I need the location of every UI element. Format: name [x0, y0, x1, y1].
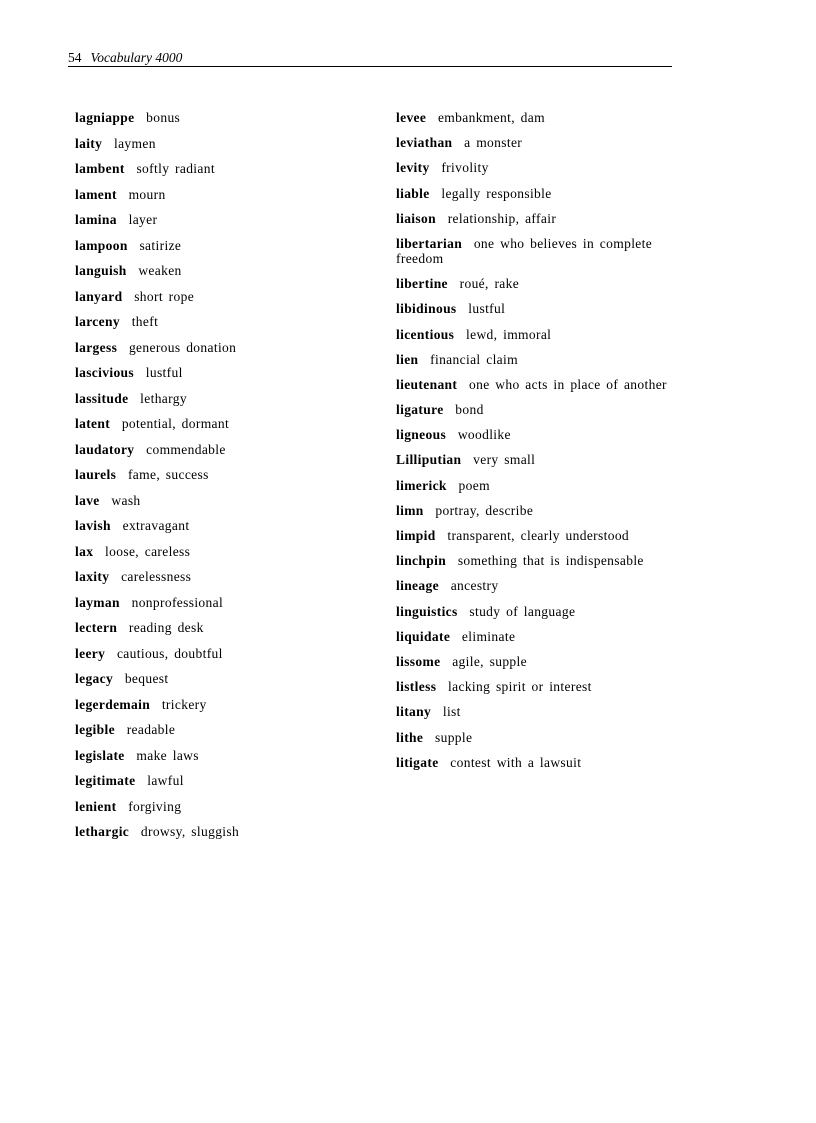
glossary-entry: [75, 620, 375, 646]
book-title: Vocabulary 4000: [90, 50, 183, 65]
entry-word: lissome: [396, 653, 441, 669]
entry-word: litigate: [396, 754, 439, 770]
glossary-entry: [75, 773, 375, 799]
entry-definition: lewd, immoral: [466, 326, 552, 342]
entry-definition: make laws: [136, 747, 199, 763]
glossary-entry: [396, 679, 681, 694]
entry-definition: extravagant: [122, 518, 190, 533]
glossary-entry: [75, 340, 375, 366]
glossary-entry: [75, 493, 375, 519]
glossary-entry: [396, 211, 681, 226]
glossary-entry: [75, 824, 375, 850]
entry-word: leviathan: [396, 135, 453, 151]
entry-word: lambent: [75, 161, 125, 176]
entry-word: lectern: [75, 620, 118, 635]
entry-word: ligneous: [396, 427, 447, 443]
entry-word: lavish: [75, 518, 111, 533]
entry-word: lethargic: [75, 824, 130, 839]
entry-definition: lethargy: [140, 390, 187, 406]
entry-definition: cautious, doubtful: [116, 645, 223, 661]
entry-word: larceny: [75, 314, 120, 329]
glossary-entry: [396, 578, 681, 593]
entry-definition: lacking spirit or interest: [448, 679, 592, 695]
entry-definition: potential, dormant: [121, 416, 230, 431]
entry-word: lamina: [75, 212, 117, 227]
glossary-entry: [396, 402, 681, 417]
glossary-entry: [396, 377, 681, 392]
entry-word: legitimate: [75, 773, 136, 788]
glossary-entry: [75, 442, 375, 468]
glossary-entry: [75, 187, 375, 213]
entry-word: legacy: [75, 671, 114, 686]
entry-word: legislate: [75, 747, 125, 763]
glossary-entry: [75, 391, 375, 417]
entry-definition: contest with a lawsuit: [450, 754, 582, 770]
left-column: [75, 110, 375, 850]
glossary-entry: [396, 478, 681, 493]
entry-definition: embankment, dam: [437, 110, 545, 125]
glossary-entry: [396, 352, 681, 367]
glossary-entry: [396, 186, 681, 201]
entry-definition: lustful: [468, 301, 506, 317]
entry-word: legerdemain: [75, 696, 151, 712]
glossary-entry: [396, 704, 681, 719]
entry-word: liquidate: [396, 628, 451, 644]
entry-word: laudatory: [75, 441, 135, 457]
glossary-entry: [75, 212, 375, 238]
entry-definition: relationship, affair: [447, 210, 557, 226]
entry-word: lanyard: [75, 288, 123, 304]
entry-word: listless: [396, 679, 437, 695]
glossary-entry: [396, 629, 681, 644]
glossary-entry: [396, 301, 681, 316]
entry-word: lascivious: [75, 365, 135, 380]
entry-definition: laymen: [113, 135, 156, 151]
entry-word: lenient: [75, 798, 117, 814]
entry-definition: nonprofessional: [131, 594, 224, 610]
glossary-entry: [396, 427, 681, 442]
entry-word: libertarian: [396, 235, 463, 251]
entry-word: litany: [396, 704, 432, 720]
entry-word: lampoon: [75, 237, 128, 253]
entry-word: lieutenant: [396, 376, 458, 392]
glossary-entry: [396, 755, 681, 770]
entry-definition: loose, careless: [105, 543, 191, 559]
entry-word: laurels: [75, 467, 117, 482]
entry-word: Lilliputian: [396, 452, 462, 468]
glossary-entry: [396, 327, 681, 342]
entry-definition: lustful: [145, 365, 183, 380]
entry-definition: readable: [126, 722, 176, 737]
entry-word: linguistics: [396, 603, 458, 619]
glossary-entry: [396, 236, 681, 266]
entry-word: licentious: [396, 326, 455, 342]
entry-definition: bonus: [146, 110, 181, 125]
entry-definition: short rope: [134, 288, 195, 304]
glossary-entry: [75, 467, 375, 493]
entry-definition: weaken: [138, 263, 182, 278]
entry-definition: satirize: [139, 237, 182, 253]
entry-definition: something that is indispensable: [457, 553, 644, 569]
entry-word: leery: [75, 645, 106, 661]
entry-definition: portray, describe: [435, 502, 534, 518]
glossary-entry: [75, 518, 375, 544]
glossary-entry: [75, 722, 375, 748]
entry-definition: list: [442, 704, 461, 720]
glossary-entry: [75, 544, 375, 570]
entry-definition: ancestry: [450, 578, 499, 594]
entry-word: ligature: [396, 402, 444, 418]
entry-word: lagniappe: [75, 110, 135, 125]
right-column: [396, 110, 681, 780]
glossary-entry: [75, 748, 375, 774]
glossary-entry: [75, 595, 375, 621]
entry-word: lithe: [396, 729, 424, 745]
entry-definition: lawful: [147, 773, 184, 788]
entry-word: libertine: [396, 276, 448, 292]
entry-word: levity: [396, 160, 430, 176]
glossary-entry: [75, 263, 375, 289]
entry-definition: financial claim: [430, 351, 518, 367]
glossary-entry: [75, 697, 375, 723]
entry-word: libidinous: [396, 301, 457, 317]
glossary-entry: [396, 503, 681, 518]
entry-word: lien: [396, 351, 419, 367]
entry-definition: one who acts in place of another: [469, 376, 667, 392]
entry-definition: generous donation: [128, 339, 237, 355]
entry-definition: a monster: [464, 135, 523, 151]
entry-definition: bequest: [124, 671, 169, 686]
entry-definition: transparent, clearly understood: [447, 528, 630, 543]
entry-definition: bond: [455, 402, 484, 418]
running-header: [68, 50, 672, 67]
entry-word: liaison: [396, 210, 436, 226]
entry-definition: legally responsible: [441, 185, 552, 201]
glossary-entry: [396, 730, 681, 745]
glossary-entry: [75, 136, 375, 162]
entry-definition: supple: [434, 729, 473, 745]
entry-word: levee: [396, 110, 427, 125]
glossary-entry: [75, 238, 375, 264]
glossary-entry: [75, 416, 375, 442]
glossary-entry: [396, 276, 681, 291]
entry-definition: carelessness: [121, 569, 192, 584]
entry-definition: frivolity: [441, 160, 489, 176]
entry-word: layman: [75, 594, 120, 610]
glossary-entry: [396, 553, 681, 568]
glossary-entry: [75, 110, 375, 136]
entry-definition: woodlike: [457, 427, 511, 443]
entry-definition: trickery: [161, 696, 207, 712]
glossary-entry: [75, 314, 375, 340]
entry-word: languish: [75, 263, 127, 278]
entry-definition: commendable: [146, 441, 226, 457]
entry-word: lassitude: [75, 390, 129, 406]
entry-word: lineage: [396, 578, 439, 594]
entry-definition: layer: [128, 212, 158, 227]
glossary-entry: [396, 110, 681, 125]
glossary-entry: [396, 528, 681, 543]
entry-word: legible: [75, 722, 115, 737]
glossary-entry: [396, 135, 681, 150]
glossary-entry: [75, 569, 375, 595]
page-number: 54: [68, 50, 82, 65]
entry-word: largess: [75, 339, 118, 355]
entry-word: limn: [396, 502, 424, 518]
entry-definition: agile, supple: [452, 653, 527, 669]
glossary-entry: [396, 160, 681, 175]
entry-word: laxity: [75, 569, 110, 584]
entry-definition: eliminate: [461, 628, 516, 644]
entry-definition: wash: [111, 492, 141, 508]
glossary-entry: [396, 452, 681, 467]
entry-definition: poem: [458, 477, 490, 493]
entry-word: limerick: [396, 477, 447, 493]
glossary-entry: [75, 646, 375, 672]
entry-definition: drowsy, sluggish: [140, 824, 240, 839]
entry-word: linchpin: [396, 553, 447, 569]
entry-word: laity: [75, 135, 103, 151]
glossary-entry: [75, 799, 375, 825]
glossary-entry: [396, 654, 681, 669]
entry-definition: reading desk: [128, 620, 204, 635]
entry-definition: roué, rake: [459, 276, 520, 292]
entry-word: liable: [396, 185, 430, 201]
entry-definition: one who believes in complete freedom: [396, 235, 653, 266]
glossary-entry: [75, 671, 375, 697]
glossary-entry: [75, 289, 375, 315]
entry-definition: very small: [473, 452, 536, 468]
glossary-entry: [396, 604, 681, 619]
entry-definition: softly radiant: [136, 161, 215, 176]
entry-word: limpid: [396, 528, 436, 543]
entry-definition: mourn: [128, 186, 166, 202]
glossary-entry: [75, 161, 375, 187]
glossary-entry: [75, 365, 375, 391]
entry-definition: forgiving: [128, 798, 182, 814]
entry-definition: fame, success: [127, 467, 209, 482]
entry-word: latent: [75, 416, 111, 431]
entry-word: lax: [75, 543, 94, 559]
entry-word: lament: [75, 186, 117, 202]
entry-word: lave: [75, 492, 100, 508]
entry-definition: study of language: [469, 603, 576, 619]
entry-definition: theft: [131, 314, 159, 329]
